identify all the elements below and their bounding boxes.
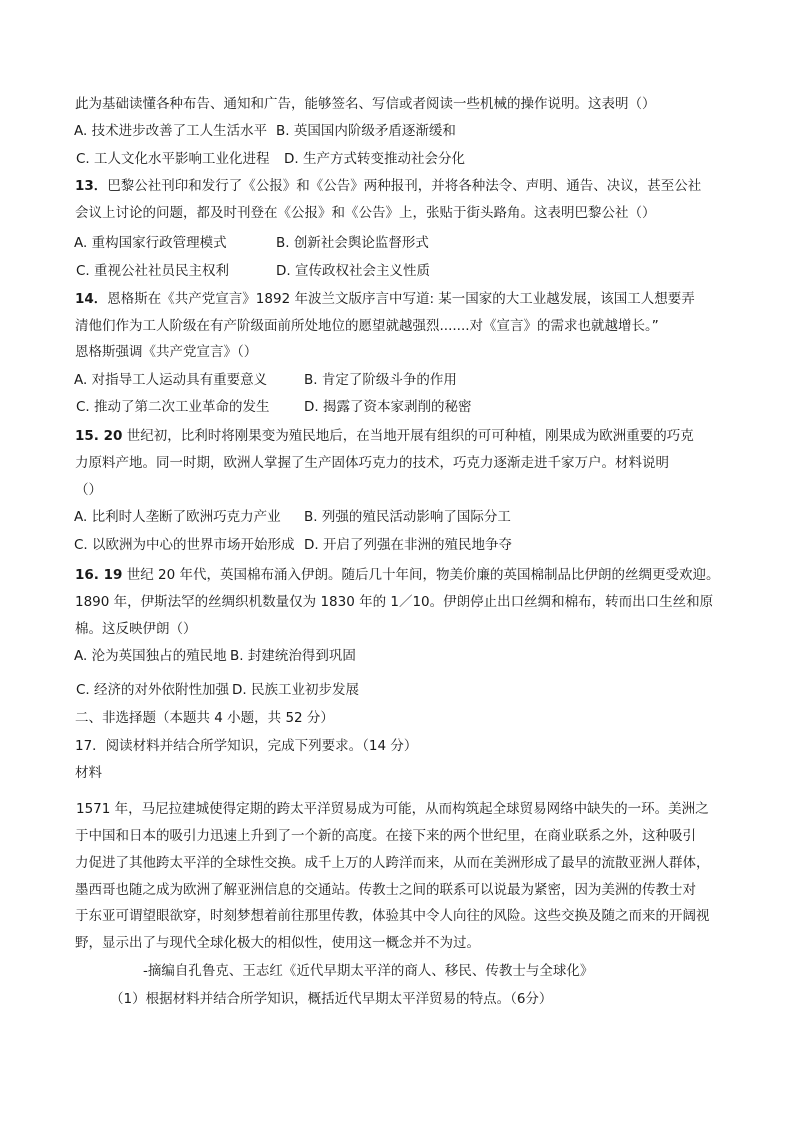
q12-stem-line: 此为基础读懂各种布告、通知和广告，能够签名、写信或者阅读一些机械的操作说明。这表明（）	[75, 96, 656, 112]
q16-option-d: D. 民族工业初步发展	[232, 682, 359, 698]
q17-subquestion-1: （1）根据材料并结合所学知识，概括近代早期太平洋贸易的特点。（6分）	[110, 991, 553, 1007]
q12-option-d: D. 生产方式转变推动社会分化	[284, 151, 465, 167]
q15-stem-line-3: （）	[75, 482, 102, 498]
q16-option-a: A. 沦为英国独占的殖民地	[74, 648, 227, 664]
q15-option-d: D. 开启了列强在非洲的殖民地争夺	[304, 537, 512, 553]
q15-option-a: A. 比利时人垄断了欧洲巧克力产业	[74, 509, 281, 525]
q13-stem-line-1	[75, 177, 701, 195]
q14-stem-line-2: 清他们作为工人阶级在有产阶级面前所处地位的愿望就越强烈.......对《宣言》的需求也就越增长。”	[75, 318, 659, 334]
q15-stem-line-1	[75, 427, 694, 445]
q15-stem-text-1: 世纪初，比利时将刚果变为殖民地后，在当地开展有组织的可可种植，刚果成为欧洲重要的巧克	[122, 428, 694, 444]
q14-stem-line-1	[75, 290, 695, 308]
q16-stem-line-2: 1890 年，伊斯法罕的丝绸织机数量仅为 1830 年的 1／10。伊朗停止出口丝绸和棉布，转而出口生丝和原	[75, 594, 714, 610]
q15-option-b: B. 列强的殖民活动影响了国际分工	[304, 509, 511, 525]
q16-stem-line-1	[75, 566, 719, 584]
q12-option-c: C. 工人文化水平影响工业化进程	[76, 151, 270, 167]
q13-option-c: C. 重视公社社员民主权利	[76, 263, 230, 279]
q12-option-b: B. 英国国内阶级矛盾逐渐缓和	[276, 123, 456, 139]
q17-material-label: 材料	[75, 765, 102, 781]
q14-option-d: D. 揭露了资本家剥削的秘密	[304, 399, 472, 415]
q14-option-a: A. 对指导工人运动具有重要意义	[74, 372, 268, 388]
q16-stem-text-1: 世纪 20 年代，英国棉布涌入伊朗。随后几十年间，物美价廉的英国棉制品比伊朗的丝绸更受欢迎。	[122, 567, 720, 583]
q15-number: 15. 20	[75, 428, 123, 444]
q17-material-line-5: 于东亚可谓望眼欲穿，时刻梦想着前往那里传教，体验其中令人向往的风险。这些交换及随之而来的开阔视	[75, 908, 710, 924]
q14-stem-text-1: 恩格斯在《共产党宣言》1892 年波兰文版序言中写道: 某一国家的大工业越发展，该国工人想要弄	[107, 291, 695, 307]
q15-stem-line-2: 力原料产地。同一时期，欧洲人掌握了生产固体巧克力的技术，巧克力逐渐走进千家万户。材料说明	[75, 455, 669, 471]
q17-material-line-3: 力促进了其他跨太平洋的全球性交换。成千上万的人跨洋而来，从而在美洲形成了最早的流散亚洲人群体，	[75, 855, 710, 871]
q14-option-b: B. 肯定了阶级斗争的作用	[304, 372, 457, 388]
q13-stem-text-1: 巴黎公社刊印和发行了《公报》和《公告》两种报刊，并将各种法令、声明、通告、决议，甚至公社	[107, 178, 702, 194]
q12-option-a: A. 技术进步改善了工人生活水平	[74, 123, 268, 139]
q17-prompt: 17．阅读材料并结合所学知识，完成下列要求。（14 分）	[75, 738, 418, 754]
q13-number: 13．	[75, 178, 108, 194]
q14-option-c: C. 推动了第二次工业革命的发生	[76, 399, 270, 415]
q17-material-line-2: 于中国和日本的吸引力迅速上升到了一个新的高度。在接下来的两个世纪里，在商业联系之外，这种吸引	[75, 828, 696, 844]
q16-option-c: C. 经济的对外依附性加强	[76, 682, 230, 698]
q13-option-b: B. 创新社会舆论监督形式	[276, 235, 429, 251]
q17-material-line-4: 墨西哥也随之成为欧洲了解亚洲信息的交通站。传教士之间的联系可以说最为紧密，因为美洲的传教士对	[75, 882, 696, 898]
q17-material-line-6: 野，显示出了与现代全球化极大的相似性，使用这一概念并不为过。	[75, 935, 480, 951]
q13-stem-line-2: 会议上讨论的问题，都及时刊登在《公报》和《公告》上，张贴于街头路角。这表明巴黎公社（）	[75, 205, 656, 221]
q16-option-b: B. 封建统治得到巩固	[230, 648, 356, 664]
q16-stem-line-3: 棉。这反映伊朗（）	[75, 621, 197, 637]
section-2-heading: 二、非选择题（本题共 4 小题，共 52 分）	[75, 710, 334, 726]
q13-option-d: D. 宣传政权社会主义性质	[276, 263, 430, 279]
q16-number: 16. 19	[75, 567, 123, 583]
q13-option-a: A. 重构国家行政管理模式	[74, 235, 227, 251]
q14-stem-line-3: 恩格斯强调《共产党宣言》（）	[75, 344, 258, 360]
q17-source: -摘编自孔鲁克、王志红《近代早期太平洋的商人、移民、传教士与全球化》	[143, 963, 594, 979]
q17-material-line-1: 1571 年，马尼拉建城使得定期的跨太平洋贸易成为可能，从而构筑起全球贸易网络中缺失的一环。美洲之	[76, 801, 709, 817]
q14-number: 14．	[75, 291, 108, 307]
q15-option-c: C. 以欧洲为中心的世界市场开始形成	[74, 537, 295, 553]
